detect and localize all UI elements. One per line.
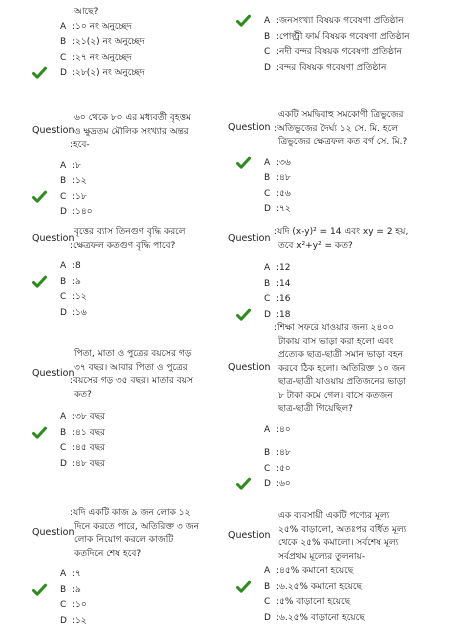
- option-letter: A: [60, 261, 67, 271]
- option-letter: A: [60, 21, 67, 32]
- option-letter: B: [60, 176, 67, 186]
- option-b: [60, 426, 105, 440]
- option-text: :৮: [72, 160, 81, 171]
- question-label: Question: [228, 232, 271, 244]
- option-letter: A: [60, 160, 67, 171]
- option-text: :বন্দর বিষয়ক গবেষণা প্রতিষ্ঠান: [276, 62, 387, 73]
- question-label: Question: [32, 125, 75, 137]
- option-text: :৫% বাড়ানো হয়েছে: [276, 597, 351, 607]
- option-text: :১২: [72, 176, 87, 186]
- option-a: [60, 159, 81, 173]
- question-label: Question: [32, 232, 75, 244]
- option-text: :১৮: [72, 191, 87, 202]
- option-text: :৬০: [276, 479, 291, 489]
- question-text-line: :শিক্ষা সফরে যাওয়ার জন্য ২৪০০: [274, 323, 395, 333]
- option-letter: D: [264, 62, 271, 73]
- question-text-line: পিতা, মাতা ও পুত্রের বয়সের গড়: [74, 349, 192, 359]
- option-text: :৭: [72, 569, 81, 579]
- option-text: :১৪০: [72, 207, 93, 217]
- option-b: [60, 174, 87, 188]
- option-text: :৭২: [276, 204, 291, 214]
- option-letter: A: [60, 569, 67, 579]
- option-text: :৩৮ বছর: [72, 412, 105, 422]
- option-text: :৫৬: [276, 188, 291, 199]
- option-text: :৫০: [276, 463, 291, 474]
- option-b: [264, 171, 291, 185]
- option-c: [60, 190, 87, 204]
- option-d: [60, 614, 87, 628]
- option-d: [264, 61, 386, 75]
- question-text-line: একটি সমদ্বিবাহু সমকোণী ত্রিভুজের: [278, 110, 404, 120]
- option-text: :পোল্ট্রী ফার্ম বিষয়ক গবেষণা প্রতিষ্ঠান: [276, 31, 410, 42]
- question-text-line: থেকে ২৫% কমালো। সর্বশেষ মূল্য: [278, 538, 399, 548]
- option-c: [264, 187, 291, 201]
- option-a: [60, 410, 105, 424]
- question-text-line: করবে ঠিক হলো। অতিরিক্ত ১০ জন: [278, 363, 406, 374]
- question-text-line: প্রত্যেক ছাত্র-ছাত্রী সমান ভাড়া বহন: [278, 350, 403, 360]
- question-text-line: ৩৭ বছর। আবার পিতা ও পুত্রের: [74, 362, 188, 373]
- option-a: [264, 423, 291, 437]
- option-d: [264, 308, 290, 322]
- question-text-line: আছে?: [74, 7, 99, 17]
- option-d: [60, 306, 87, 320]
- option-b: [60, 583, 81, 597]
- option-text: :14: [276, 278, 291, 289]
- question-text-line: সর্বপ্রথম মূল্যের তুলনায়-: [278, 551, 366, 562]
- question-text-line: :বয়সের গড় ৩৫ বছর। মাতার বয়স: [70, 376, 193, 386]
- option-letter: A: [264, 263, 271, 273]
- question-text-line: :যদি একটি কাজ ৯ জন লোক ১২: [70, 508, 191, 518]
- option-letter: C: [60, 52, 67, 63]
- checkmark-icon: [32, 426, 47, 440]
- option-text: :৬.২৫% বাড়ানো হয়েছে: [276, 612, 365, 623]
- option-text: :৪৫ বছর: [72, 443, 105, 453]
- option-text: :৪১ বছর: [72, 427, 105, 438]
- option-b: [60, 35, 145, 49]
- question-text-line: ছাত্র-ছাত্রী যাওয়ায় প্রতিজনের ভাড়া: [278, 377, 406, 387]
- option-text: :২১(২) নং অনুচ্ছেদ: [72, 37, 145, 47]
- question-text-line: তবে x²+y² = কত?: [278, 240, 353, 251]
- option-text: :১২: [72, 615, 87, 626]
- question-label: Question: [228, 122, 271, 134]
- option-b: [60, 275, 81, 289]
- checkmark-icon: [32, 190, 47, 204]
- option-text: :৯: [72, 276, 81, 287]
- option-text: :জনসংখ্যা বিষয়ক গবেষণা প্রতিষ্ঠান: [276, 16, 404, 26]
- question-label: Question: [228, 530, 271, 541]
- question-text-line: :অতিভুজের দৈর্ঘ্য ১২ সে. মি. হলে: [274, 123, 398, 134]
- option-letter: D: [60, 458, 67, 469]
- checkmark-icon: [236, 308, 251, 322]
- question-text-line: কতদিনে শেষ হবে?: [74, 548, 142, 559]
- question-text-line: ছাত্র-ছাত্রী গিয়েছিল?: [278, 404, 353, 414]
- option-d: [264, 477, 291, 491]
- option-c: [264, 292, 290, 306]
- option-letter: A: [264, 566, 271, 576]
- option-text: :২৭ নং অনুচ্ছেদ: [72, 52, 132, 63]
- option-c: [60, 441, 105, 455]
- option-d: [264, 611, 365, 625]
- option-c: [60, 51, 132, 65]
- question-text-line: ২৫% বাড়ালো, অতঃপর বর্ধিত মূল্য: [278, 524, 407, 535]
- option-c: [60, 598, 87, 612]
- question-text-line: ও ক্ষুদ্রতম মৌলিক সংখ্যার অন্তর: [74, 126, 189, 137]
- option-c: [60, 290, 87, 304]
- option-text: :৩৬: [276, 157, 291, 168]
- option-text: :৪০: [276, 424, 291, 435]
- question-text-line: :ক্ষেত্রফল কতগুণ বৃদ্ধি পাবে?: [70, 240, 176, 251]
- option-a: [264, 14, 404, 28]
- option-text: :১২: [72, 292, 87, 302]
- option-letter: D: [264, 612, 271, 623]
- option-letter: C: [264, 597, 271, 607]
- option-letter: C: [264, 188, 271, 199]
- option-b: [264, 277, 290, 291]
- option-text: :16: [276, 294, 291, 304]
- option-letter: C: [264, 463, 271, 474]
- option-d: [264, 202, 291, 216]
- option-text: :৪৮: [276, 173, 291, 183]
- option-text: :৪৫% কমানো হয়েছে: [276, 566, 354, 576]
- option-letter: D: [264, 309, 271, 320]
- option-a: [60, 20, 132, 34]
- option-letter: D: [60, 68, 67, 78]
- option-letter: B: [264, 278, 271, 289]
- option-d: [60, 457, 105, 471]
- option-a: [264, 156, 291, 170]
- question-label: Question: [32, 368, 75, 379]
- option-letter: A: [60, 412, 67, 422]
- option-text: :৪৮ বছর: [72, 458, 105, 469]
- option-text: :৬.২৫% কমানো হয়েছে: [276, 581, 362, 592]
- option-a: [60, 259, 81, 273]
- option-a: [264, 261, 290, 275]
- option-text: :12: [276, 263, 291, 273]
- question-text-line: দিনে করতে পারে, অতিরিক্ত ৩ জন: [74, 521, 200, 532]
- checkmark-icon: [236, 14, 251, 28]
- option-text: :নদী বন্দর বিষয়ক গবেষণা প্রতিষ্ঠান: [276, 47, 402, 57]
- option-text: :১৬: [72, 307, 87, 318]
- option-c: [264, 45, 402, 59]
- option-d: [60, 205, 93, 219]
- question-text-line: ৮ টাকা কমে গেল। বাসে কতজন: [278, 390, 393, 401]
- option-text: :১০: [72, 600, 87, 610]
- option-letter: B: [60, 276, 67, 287]
- option-letter: C: [60, 443, 67, 453]
- option-letter: B: [60, 584, 67, 595]
- option-letter: C: [264, 47, 271, 57]
- option-d: [60, 66, 145, 80]
- checkmark-icon: [32, 275, 47, 289]
- option-letter: C: [264, 294, 271, 304]
- checkmark-icon: [236, 580, 251, 594]
- option-b: [264, 30, 410, 44]
- option-letter: D: [60, 207, 67, 217]
- option-letter: A: [264, 16, 271, 26]
- option-text: :8: [72, 261, 81, 271]
- option-letter: D: [264, 479, 271, 489]
- right-column: [228, 0, 456, 640]
- option-letter: B: [264, 31, 271, 42]
- option-b: [264, 580, 362, 594]
- option-a: [264, 564, 353, 578]
- option-letter: B: [264, 173, 271, 183]
- option-letter: A: [264, 424, 271, 435]
- option-letter: B: [60, 427, 67, 438]
- checkmark-icon: [32, 583, 47, 597]
- option-letter: D: [60, 307, 67, 318]
- question-text-line: ত্রিভুজের ক্ষেত্রফল কত বর্গ সে. মি.?: [278, 137, 408, 147]
- question-text-line: টাকায় বাস ভাড়া করা হলো এবং: [278, 336, 394, 347]
- question-label: Question: [228, 362, 271, 374]
- checkmark-icon: [236, 477, 251, 491]
- question-text-line: কত?: [74, 389, 92, 400]
- option-letter: B: [264, 581, 271, 592]
- option-letter: B: [60, 37, 67, 47]
- question-text-line: লোক নিয়োগ করলে কাজটি: [74, 535, 174, 545]
- question-label: Question: [32, 527, 75, 538]
- question-text-line: বৃত্তের ব্যাস তিনগুণ বৃদ্ধি করলে: [74, 227, 186, 237]
- option-letter: C: [60, 600, 67, 610]
- question-text-line: :হবে-: [70, 140, 90, 150]
- checkmark-icon: [32, 66, 47, 80]
- option-a: [60, 567, 81, 581]
- option-text: :১০ নং অনুচ্ছেদ: [72, 21, 132, 32]
- option-letter: A: [264, 157, 271, 168]
- option-text: :18: [276, 309, 291, 320]
- question-text-line: এক ব্যবসায়ী একটি পণ্যের মূল্য: [278, 511, 390, 521]
- option-letter: C: [60, 292, 67, 302]
- checkmark-icon: [236, 156, 251, 170]
- question-text-line: :যদি (x-y)² = 14 এবং xy = 2 হয়,: [274, 227, 409, 237]
- option-c: [264, 462, 291, 476]
- option-text: :৯: [72, 584, 81, 595]
- option-letter: C: [60, 191, 67, 202]
- option-text: :৪৮: [276, 448, 291, 458]
- option-b: [264, 446, 291, 460]
- option-letter: D: [264, 204, 271, 214]
- option-c: [264, 595, 350, 609]
- option-letter: B: [264, 448, 271, 458]
- option-text: :২৮(২) নং অনুচ্ছেদ: [72, 68, 145, 78]
- question-text-line: ৬০ থেকে ৮০ এর মধ্যবর্তী বৃহত্তম: [74, 113, 192, 123]
- option-letter: D: [60, 615, 67, 626]
